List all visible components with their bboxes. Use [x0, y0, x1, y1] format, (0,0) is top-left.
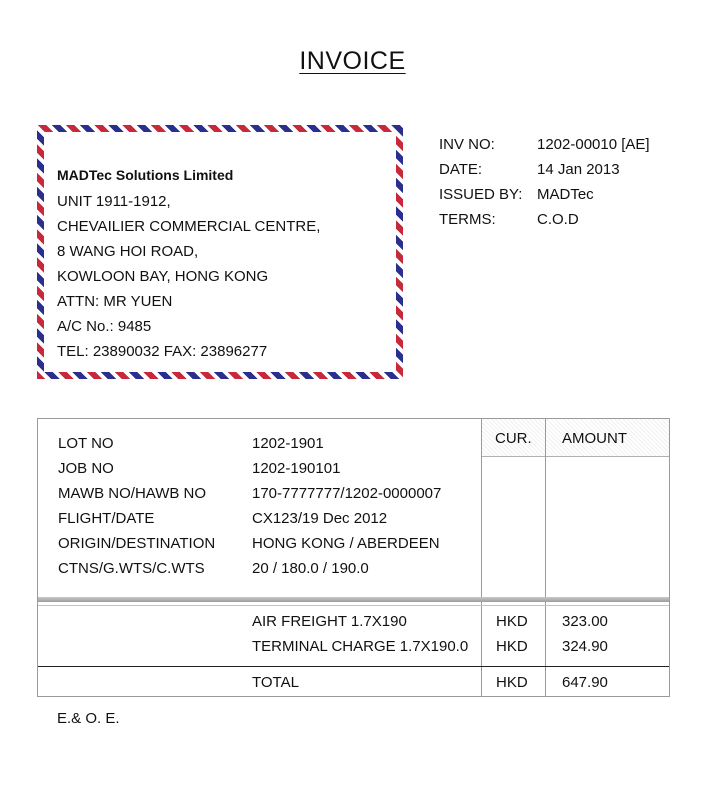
amount-header: AMOUNT [562, 430, 627, 447]
attention-line: ATTN: MR YUEN [57, 293, 173, 310]
charge-description: TERMINAL CHARGE 1.7X190.0 [252, 638, 469, 655]
billing-address-box [37, 125, 403, 379]
company-name: MADTec Solutions Limited [57, 167, 234, 183]
errors-omissions-note: E.& O. E. [57, 710, 120, 727]
address-line: UNIT 1911-1912, [57, 193, 171, 210]
contact-line: TEL: 23890032 FAX: 23896277 [57, 343, 268, 360]
inv-no-label: INV NO: [439, 136, 495, 153]
total-currency: HKD [496, 674, 528, 691]
charge-currency: HKD [496, 613, 528, 630]
total-divider [38, 666, 669, 667]
charge-description: AIR FREIGHT 1.7X190 [252, 613, 407, 630]
weights-label: CTNS/G.WTS/C.WTS [58, 560, 205, 577]
section-separator [38, 597, 669, 602]
currency-column-divider [481, 419, 482, 667]
charge-amount: 323.00 [562, 613, 608, 630]
flight-date-label: FLIGHT/DATE [58, 510, 155, 527]
terms-label: TERMS: [439, 211, 496, 228]
flight-date-value: CX123/19 Dec 2012 [252, 510, 388, 527]
table-header-divider [481, 456, 669, 457]
invoice-details-table [37, 418, 670, 697]
job-no-value: 1202-190101 [252, 460, 341, 477]
address-line: 8 WANG HOI ROAD, [57, 243, 199, 260]
awb-label: MAWB NO/HAWB NO [58, 485, 207, 502]
total-amount: 647.90 [562, 674, 608, 691]
currency-header: CUR. [495, 430, 532, 447]
total-currency-divider [481, 667, 482, 696]
section-separator-thin [38, 605, 669, 606]
inv-no-value: 1202-00010 [AE] [537, 136, 650, 153]
invoice-title [0, 47, 705, 76]
date-value: 14 Jan 2013 [537, 161, 620, 178]
awb-value: 170-7777777/1202-0000007 [252, 485, 442, 502]
address-line: CHEVAILIER COMMERCIAL CENTRE, [57, 218, 321, 235]
account-number-line: A/C No.: 9485 [57, 318, 152, 335]
charge-amount: 324.90 [562, 638, 608, 655]
origin-destination-value: HONG KONG / ABERDEEN [252, 535, 440, 552]
issued-by-label: ISSUED BY: [439, 186, 523, 203]
date-label: DATE: [439, 161, 483, 178]
job-no-label: JOB NO [58, 460, 114, 477]
amount-column-divider [545, 419, 546, 696]
invoice-title-text: INVOICE [299, 47, 406, 75]
terms-value: C.O.D [537, 211, 579, 228]
issued-by-value: MADTec [537, 186, 594, 203]
lot-no-value: 1202-1901 [252, 435, 324, 452]
origin-destination-label: ORIGIN/DESTINATION [58, 535, 216, 552]
weights-value: 20 / 180.0 / 190.0 [252, 560, 369, 577]
total-label: TOTAL [252, 674, 299, 691]
charge-currency: HKD [496, 638, 528, 655]
address-line: KOWLOON BAY, HONG KONG [57, 268, 269, 285]
lot-no-label: LOT NO [58, 435, 114, 452]
